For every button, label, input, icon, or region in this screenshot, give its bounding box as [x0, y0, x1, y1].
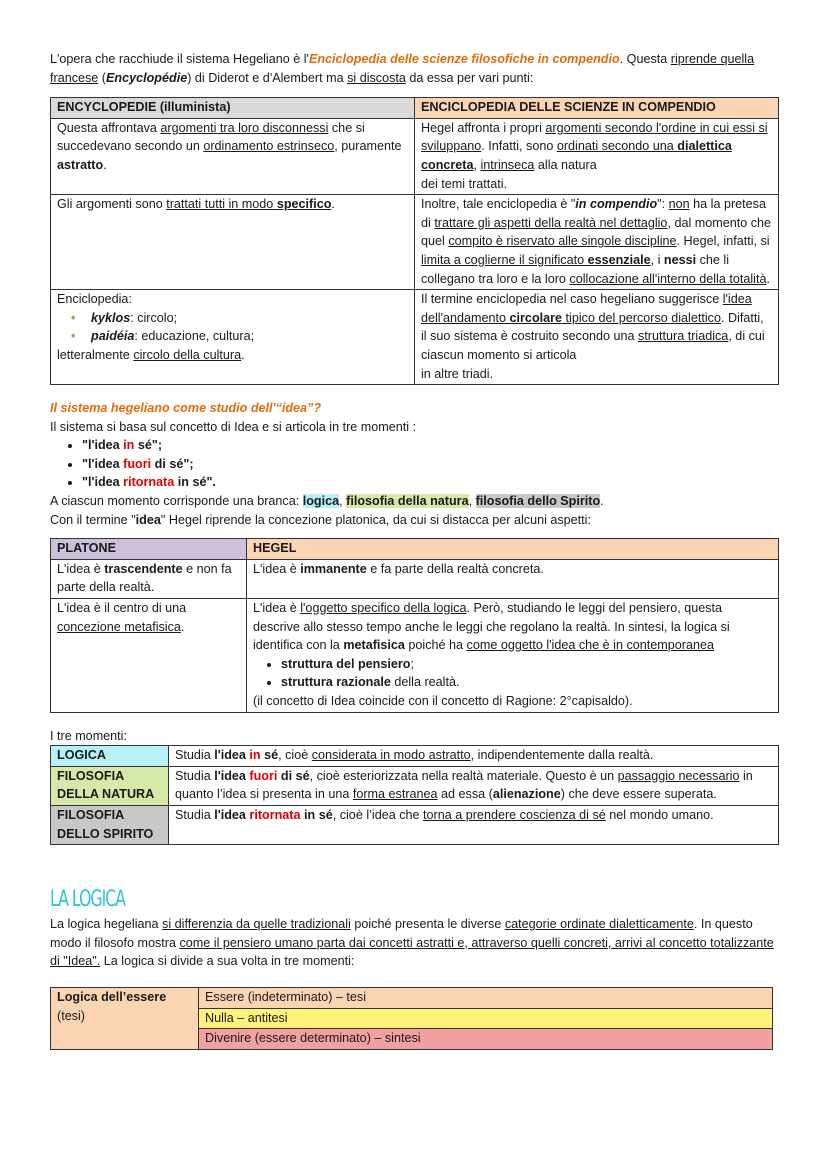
- etymology-list: [57, 309, 408, 346]
- table-row: [51, 746, 779, 767]
- moment-name: FILOSOFIA DELLA NATURA: [51, 766, 169, 805]
- paragraph: A ciascun momento corrisponde una branca: logica, filosofia della natura, filosofia dello Spirito.: [50, 494, 604, 509]
- table-cell: Questa affrontava argomenti tra loro disconnessi che si succedevano secondo un ordinamento estrinseco, puramente astratto.: [51, 118, 415, 194]
- table-cell: Studia l'idea fuori di sé, cioè esteriorizzata nella realtà materiale. Questo è un passaggio necessario in quanto l’idea si presenta in una forma estranea ad essa (alienazione) che deve essere superata.: [169, 766, 779, 805]
- table-cell: Logica dell’essere (tesi): [51, 987, 199, 1049]
- table-row: [51, 118, 779, 194]
- structure-list: [253, 655, 772, 692]
- table-header: ENCYCLOPEDIE (illuminista): [51, 98, 415, 119]
- intro-underlined: riprende quella francese: [50, 52, 755, 85]
- table-cell: Divenire (essere determinato) – sintesi: [199, 1029, 773, 1050]
- table-cell: Inoltre, tale enciclopedia è "in compendio": non ha la pretesa di trattare gli aspetti della realtà nel dettaglio, dal momento che quel compito è riservato alle singole discipline. Hegel, infatti, si limita a coglierne il significato essenziale, i nessi che li collegano tra loro e la loro collocazione all'interno della totalità.: [415, 195, 779, 290]
- table-cell: Hegel affronta i propri argomenti secondo l'ordine in cui essi si sviluppano. Infatti, sono ordinati secondo una dialettica concreta, intrinseca alla natura dei temi trattati.: [415, 118, 779, 194]
- table-cell: Nulla – antitesi: [199, 1008, 773, 1029]
- table-header: ENCICLOPEDIA DELLE SCIENZE IN COMPENDIO: [415, 98, 779, 119]
- logica-essere-table: [50, 987, 773, 1050]
- intro-text: ) di Diderot e d'Alembert ma: [187, 70, 348, 85]
- branch-natura: filosofia della natura: [346, 494, 469, 509]
- table-cell: Gli argomenti sono trattati tutti in modo specifico.: [51, 195, 415, 290]
- branch-logica: logica: [302, 494, 340, 509]
- table-cell: Il termine enciclopedia nel caso hegeliano suggerisce l'idea dell'andamento circolare tipico del percorso dialettico. Difatti, il suo sistema è costruito secondo una struttura triadica, di cui ciascun momento si articola in altre triadi.: [415, 290, 779, 385]
- paragraph: Il sistema si basa sul concetto di Idea e si articola in tre momenti :: [50, 419, 417, 434]
- intro-text: da essa per vari punti:: [405, 70, 534, 85]
- moments-table: [50, 745, 779, 845]
- list-item: • kyklos: circolo;: [71, 309, 408, 328]
- table-row: [51, 766, 779, 805]
- table-row: [51, 290, 779, 385]
- list-item: • "l'idea ritornata in sé".: [82, 473, 778, 492]
- branch-spirito: filosofia dello Spirito: [475, 494, 601, 509]
- table-cell: Enciclopedia: • kyklos: circolo; • paidéia: educazione, cultura; letteralmente circolo della cultura.: [51, 290, 415, 385]
- logica-paragraph: La logica hegeliana si differenzia da quelle tradizionali poiché presenta le diverse categorie ordinate dialetticamente. In questo modo il filosofo mostra come il pensiero umano parta dai concetti astratti e, attraverso quelli concreti, arrivi al concetto totalizzante di "Idea". La logica si divide a sua volta in tre momenti:: [50, 917, 774, 969]
- list-item: • "l'idea in sé";: [82, 436, 778, 455]
- comparison-table-platone: [50, 538, 779, 712]
- intro-underlined: si discosta: [347, 70, 406, 85]
- list-item: • "l'idea fuori di sé";: [82, 455, 778, 474]
- table-row: [51, 599, 779, 713]
- enciclopedia-title: Enciclopedia delle scienze filosofiche in compendio: [308, 52, 620, 66]
- table-cell: L'idea è il centro di una concezione metafisica.: [51, 599, 247, 713]
- intro-text: . Questa: [619, 52, 671, 66]
- paragraph: I tre momenti:: [50, 728, 127, 743]
- table-cell: L'idea è trascendente e non fa parte della realtà.: [51, 559, 247, 598]
- list-item: • struttura razionale della realtà.: [281, 673, 772, 692]
- paragraph: Con il termine "idea" Hegel riprende la concezione platonica, da cui si distacca per alcuni aspetti:: [50, 512, 591, 527]
- moment-name: LOGICA: [51, 746, 169, 767]
- table-header: PLATONE: [51, 539, 247, 560]
- moment-name: FILOSOFIA DELLO SPIRITO: [51, 805, 169, 844]
- table-cell: Studia l'idea in sé, cioè considerata in modo astratto, indipendentemente dalla realtà.: [169, 746, 779, 767]
- list-item: • struttura del pensiero;: [281, 655, 772, 674]
- table-cell: Essere (indeterminato) – tesi: [199, 987, 773, 1008]
- table-row: [51, 805, 779, 844]
- table-header: HEGEL: [247, 539, 779, 560]
- table-cell: Studia l'idea ritornata in sé, cioè l’idea che torna a prendere coscienza di sé nel mondo umano.: [169, 805, 779, 844]
- section-title: Il sistema hegeliano come studio dell'“idea”?: [50, 401, 322, 416]
- logica-heading: LA LOGICA: [50, 887, 125, 913]
- encyclopedie-title: Encyclopédie: [106, 70, 188, 85]
- moments-list: [50, 436, 778, 492]
- list-item: • paidéia: educazione, cultura;: [71, 327, 408, 346]
- table-row: [51, 195, 779, 290]
- table-row: [51, 559, 779, 598]
- table-cell: L'idea è immanente e fa parte della realtà concreta.: [247, 559, 779, 598]
- document-page: [50, 50, 778, 1050]
- intro-paragraph: [50, 50, 778, 87]
- comparison-table-encyclopedie: [50, 97, 779, 385]
- intro-text: (: [98, 70, 107, 85]
- table-row: [51, 987, 773, 1008]
- table-cell: L'idea è l'oggetto specifico della logica. Però, studiando le leggi del pensiero, questa descrive allo stesso tempo anche le leggi che regolano la realtà. In sintesi, la logica si identifica con la metafisica poiché ha come oggetto l'idea che è in contemporanea • struttura del pensiero; • struttura razionale della realtà. (il concetto di Idea coincide con il concetto di Ragione: 2°capisaldo).: [247, 599, 779, 713]
- intro-text: L'opera che racchiude il sistema Hegeliano è l': [50, 52, 309, 66]
